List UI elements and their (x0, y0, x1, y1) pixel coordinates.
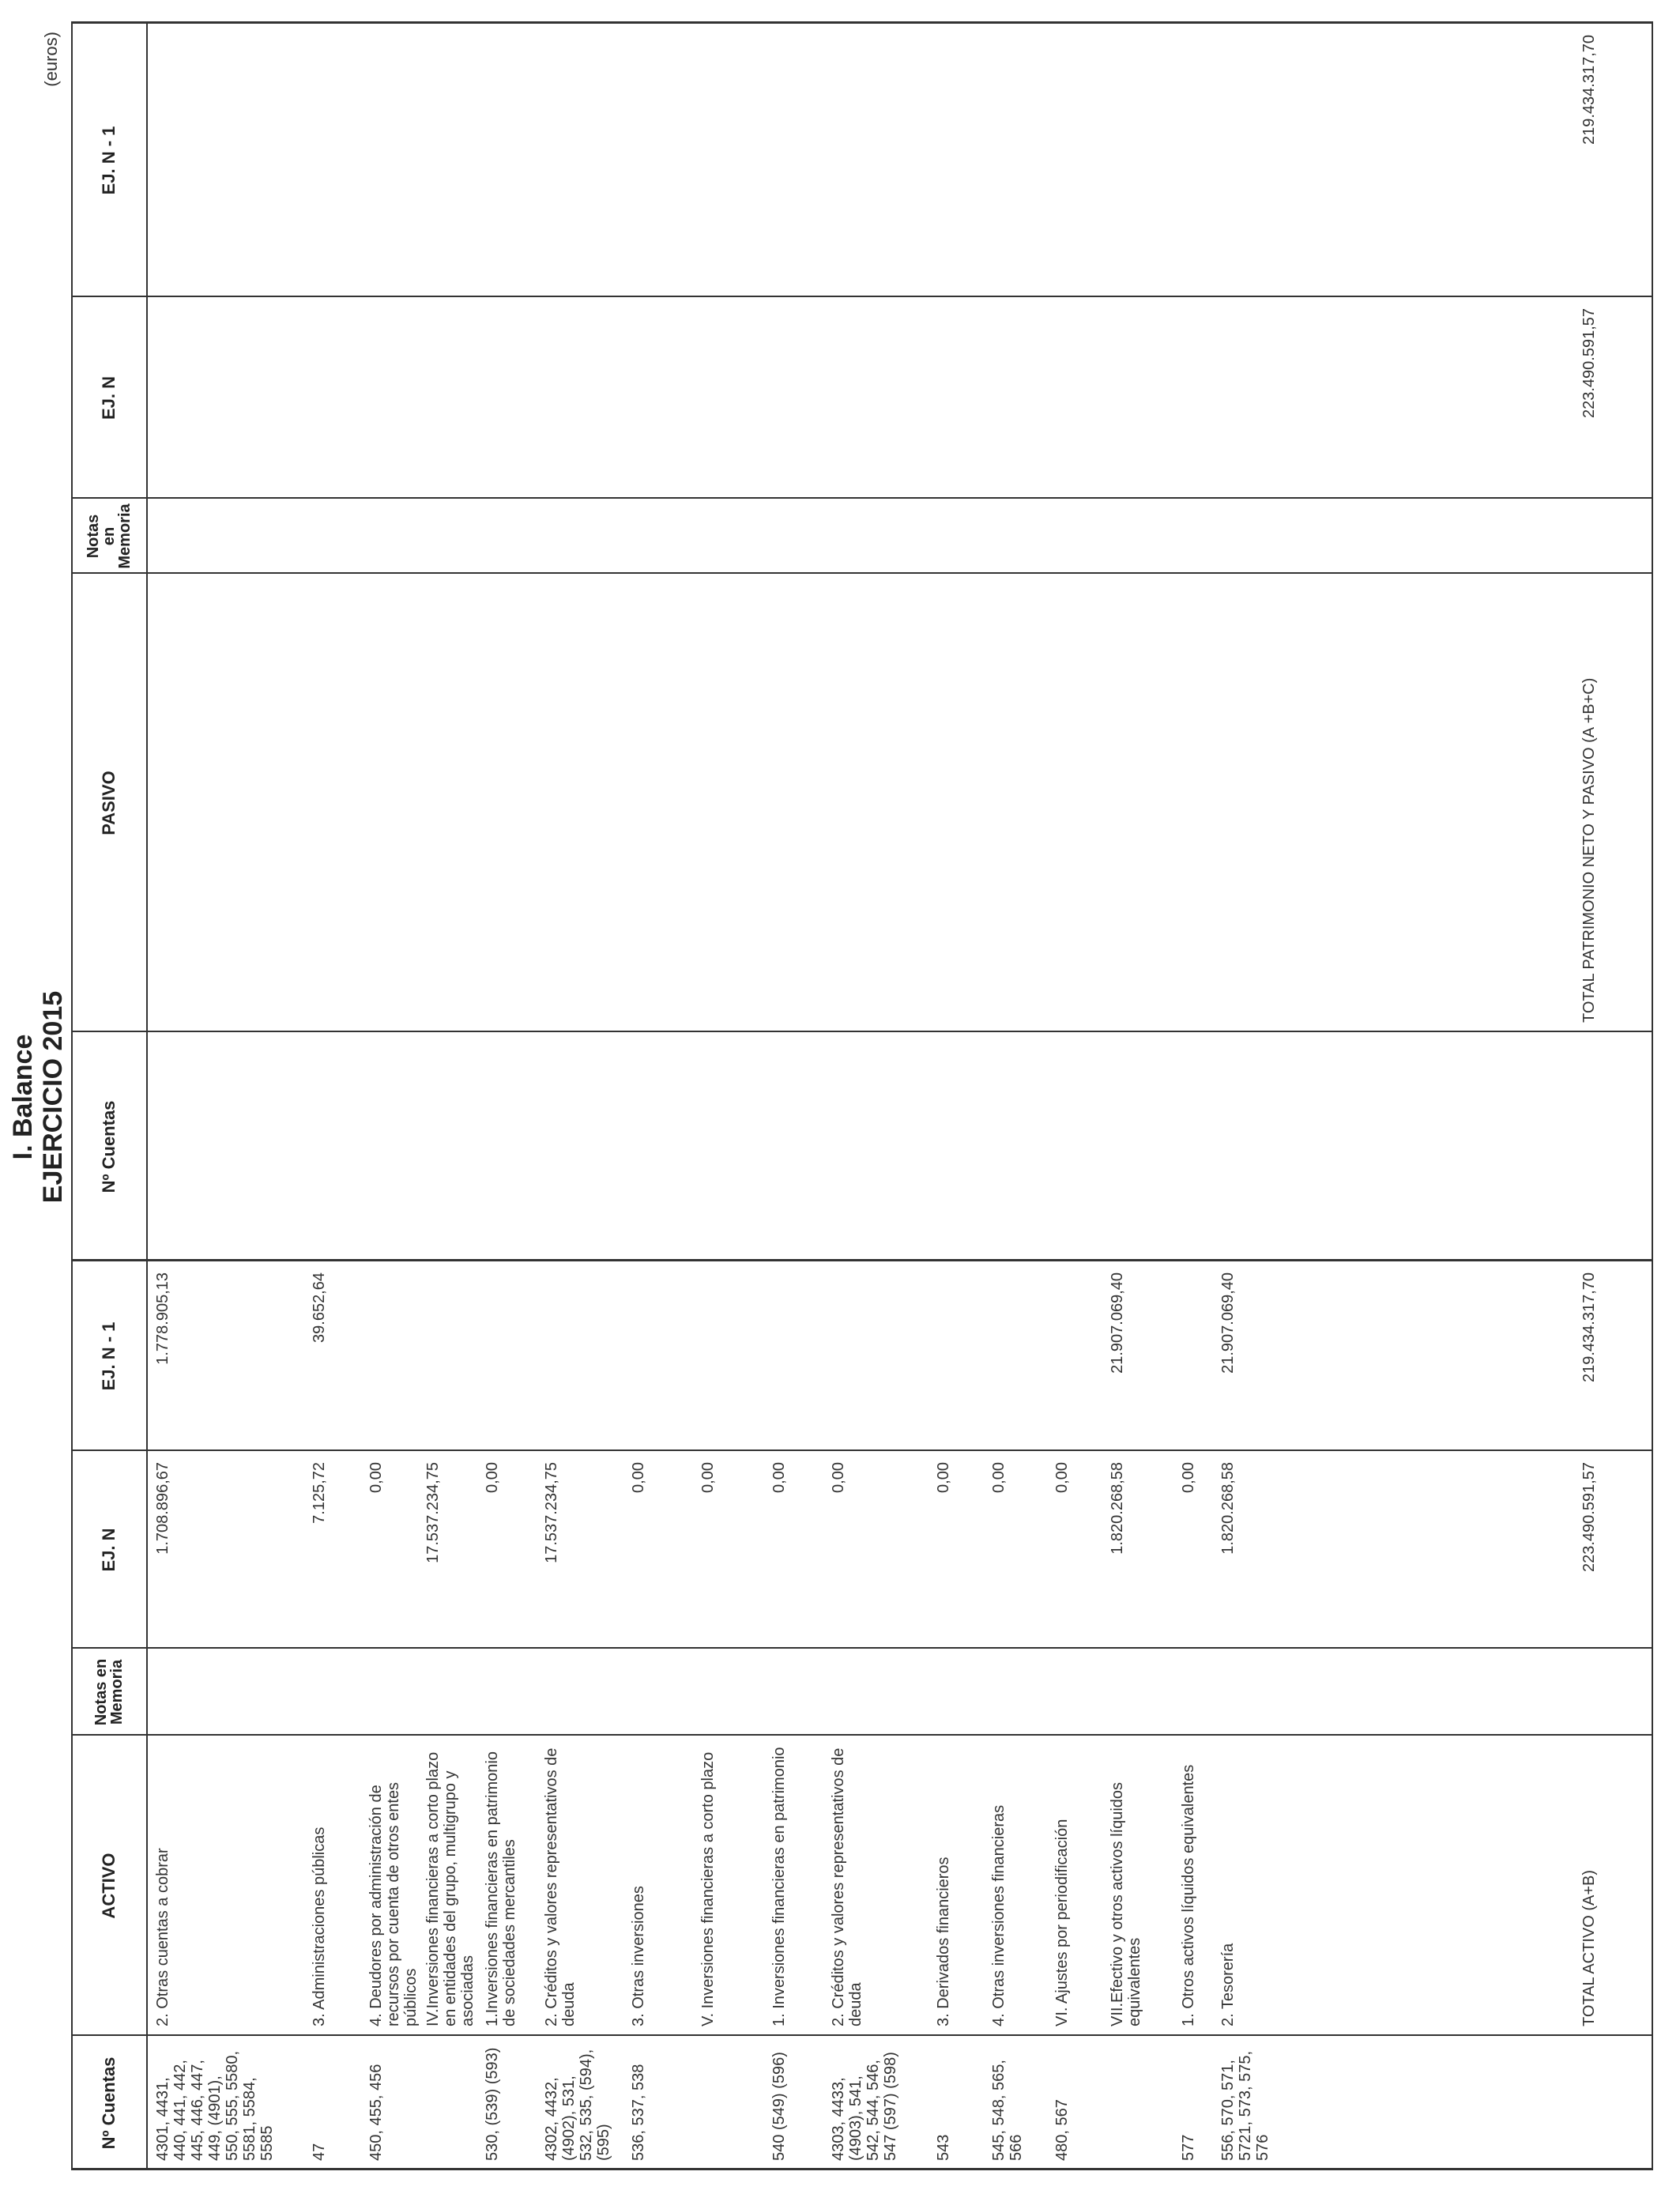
row-ej-n: 7.125,72 (311, 1462, 328, 1524)
row-ej-n: 17.537.234,75 (424, 1462, 442, 1563)
row-cuentas: 480, 567 (1053, 2099, 1071, 2161)
header-cuentas: Nº Cuentas (98, 2056, 119, 2150)
row-ej-n: 0,00 (699, 1462, 717, 1493)
row-ej-n: 1.820.268,58 (1219, 1462, 1237, 1555)
row-cuentas: 545, 548, 565, 566 (990, 2060, 1025, 2161)
row-label: TOTAL ACTIVO (A+B) (1580, 1869, 1598, 2026)
row-cuentas: 4302, 4432, (4902), 531, 532, 535, (594), (595) (543, 2049, 612, 2161)
row-ej-n: 1.820.268,58 (1109, 1462, 1126, 1555)
row-label: VII.Efectivo y otros activos líquidos equivalentes (1109, 1781, 1143, 2026)
row-ej-n1: 219.434.317,70 (1580, 1272, 1598, 1383)
row-ej-n: 0,00 (630, 1462, 647, 1493)
page-title: I. Balance (8, 1034, 38, 1160)
header-pasivo: PASIVO (98, 771, 119, 835)
column-divider (71, 2168, 1653, 2170)
column-divider (71, 21, 1653, 24)
row-label: 3. Administraciones públicas (311, 1826, 328, 2026)
row-label: 1.Inversiones financieras en patrimonio de sociedades mercantiles (484, 1751, 518, 2026)
row-ej-n: 0,00 (1180, 1462, 1197, 1493)
table-border-bottom (1652, 24, 1653, 2170)
row-label: 3. Derivados financieros (935, 1857, 952, 2026)
row-cuentas: 450, 455, 456 (367, 2064, 385, 2161)
row-ej-n: 0,00 (1053, 1462, 1071, 1493)
row-ej-n1: 1.778.905,13 (154, 1272, 171, 1365)
row-cuentas: 543 (935, 2134, 952, 2161)
row-ej-n: 0,00 (990, 1462, 1008, 1493)
row-cuentas: 577 (1180, 2134, 1197, 2161)
column-divider (71, 1449, 1653, 1451)
units-label: (euros) (41, 32, 61, 87)
column-divider (71, 1031, 1653, 1032)
pasivo-total-ej-n: 223.490.591,57 (1580, 308, 1598, 419)
row-label: 2. Créditos y valores representativos de deuda (830, 1747, 864, 2026)
row-label: VI. Ajustes por periodificación (1053, 1819, 1071, 2026)
column-divider (71, 2034, 1653, 2036)
row-ej-n1: 21.907.069,40 (1219, 1272, 1237, 1374)
row-label: IV.Inversiones financieras a corto plazo en entidades del grupo, multigrupo y asociadas (424, 1751, 477, 2026)
header-ej-n: EJ. N (98, 1528, 119, 1572)
row-label: 2. Otras cuentas a cobrar (154, 1848, 171, 2026)
column-divider (71, 497, 1653, 499)
row-ej-n: 0,00 (770, 1462, 788, 1493)
row-label: 1. Otros activos líquidos equivalentes (1180, 1764, 1197, 2026)
row-cuentas: 540 (549) (596) (770, 2052, 788, 2161)
row-cuentas: 4301, 4431, 440, 441, 442, 445, 446, 447, 449, (4901), 550, 555, 5580, 5581, 5584, 5585 (154, 2050, 276, 2161)
row-label: 1. Inversiones financieras en patrimonio (770, 1747, 788, 2026)
row-ej-n1: 39.652,64 (311, 1272, 328, 1343)
row-label: V. Inversiones financieras a corto plazo (699, 1751, 717, 2026)
row-ej-n1: 21.907.069,40 (1109, 1272, 1126, 1374)
header-ej-n1-pasivo: EJ. N - 1 (98, 126, 119, 195)
header-notas-pasivo: Notas en Memoria (84, 503, 134, 569)
row-label: 4. Otras inversiones financieras (990, 1804, 1008, 2026)
pasivo-total-ej-n1: 219.434.317,70 (1580, 35, 1598, 145)
row-ej-n: 0,00 (484, 1462, 501, 1493)
row-ej-n: 0,00 (367, 1462, 385, 1493)
header-activo: ACTIVO (98, 1853, 119, 1919)
row-label: 2. Tesorería (1219, 1943, 1237, 2026)
header-notas: Notas en Memoria (92, 1658, 126, 1726)
row-cuentas: 530, (539) (593) (484, 2047, 501, 2161)
row-ej-n: 1.708.896,67 (154, 1462, 171, 1555)
column-divider (71, 1259, 1653, 1261)
row-cuentas: 536, 537, 538 (630, 2064, 647, 2161)
row-label: 3. Otras inversiones (630, 1886, 647, 2026)
column-divider (71, 1647, 1653, 1649)
page-subtitle: EJERCICIO 2015 (38, 990, 68, 1204)
header-ej-n-pasivo: EJ. N (98, 375, 119, 420)
column-divider (71, 1734, 1653, 1736)
header-divider (146, 24, 148, 2170)
row-cuentas: 47 (311, 2143, 328, 2161)
row-label: 4. Deudores por administración de recursos por cuenta de otros entes públicos (367, 1781, 420, 2026)
header-ej-n1: EJ. N - 1 (98, 1321, 119, 1391)
row-ej-n: 17.537.234,75 (543, 1462, 560, 1563)
pasivo-total-label: TOTAL PATRIMONIO NETO Y PASIVO (A +B+C) (1580, 677, 1598, 1023)
row-ej-n: 0,00 (830, 1462, 847, 1493)
row-ej-n: 223.490.591,57 (1580, 1462, 1598, 1573)
column-divider (71, 572, 1653, 574)
row-cuentas: 4303, 4433, (4903), 541, 542, 544, 546, 547 (597) (598) (830, 2052, 899, 2161)
row-label: 2. Créditos y valores representativos de deuda (543, 1747, 578, 2026)
row-cuentas: 556, 570, 571, 5721, 573, 575, 576 (1219, 2050, 1271, 2161)
row-ej-n: 0,00 (935, 1462, 952, 1493)
column-divider (71, 296, 1653, 297)
header-cuentas-pasivo: Nº Cuentas (98, 1100, 119, 1193)
